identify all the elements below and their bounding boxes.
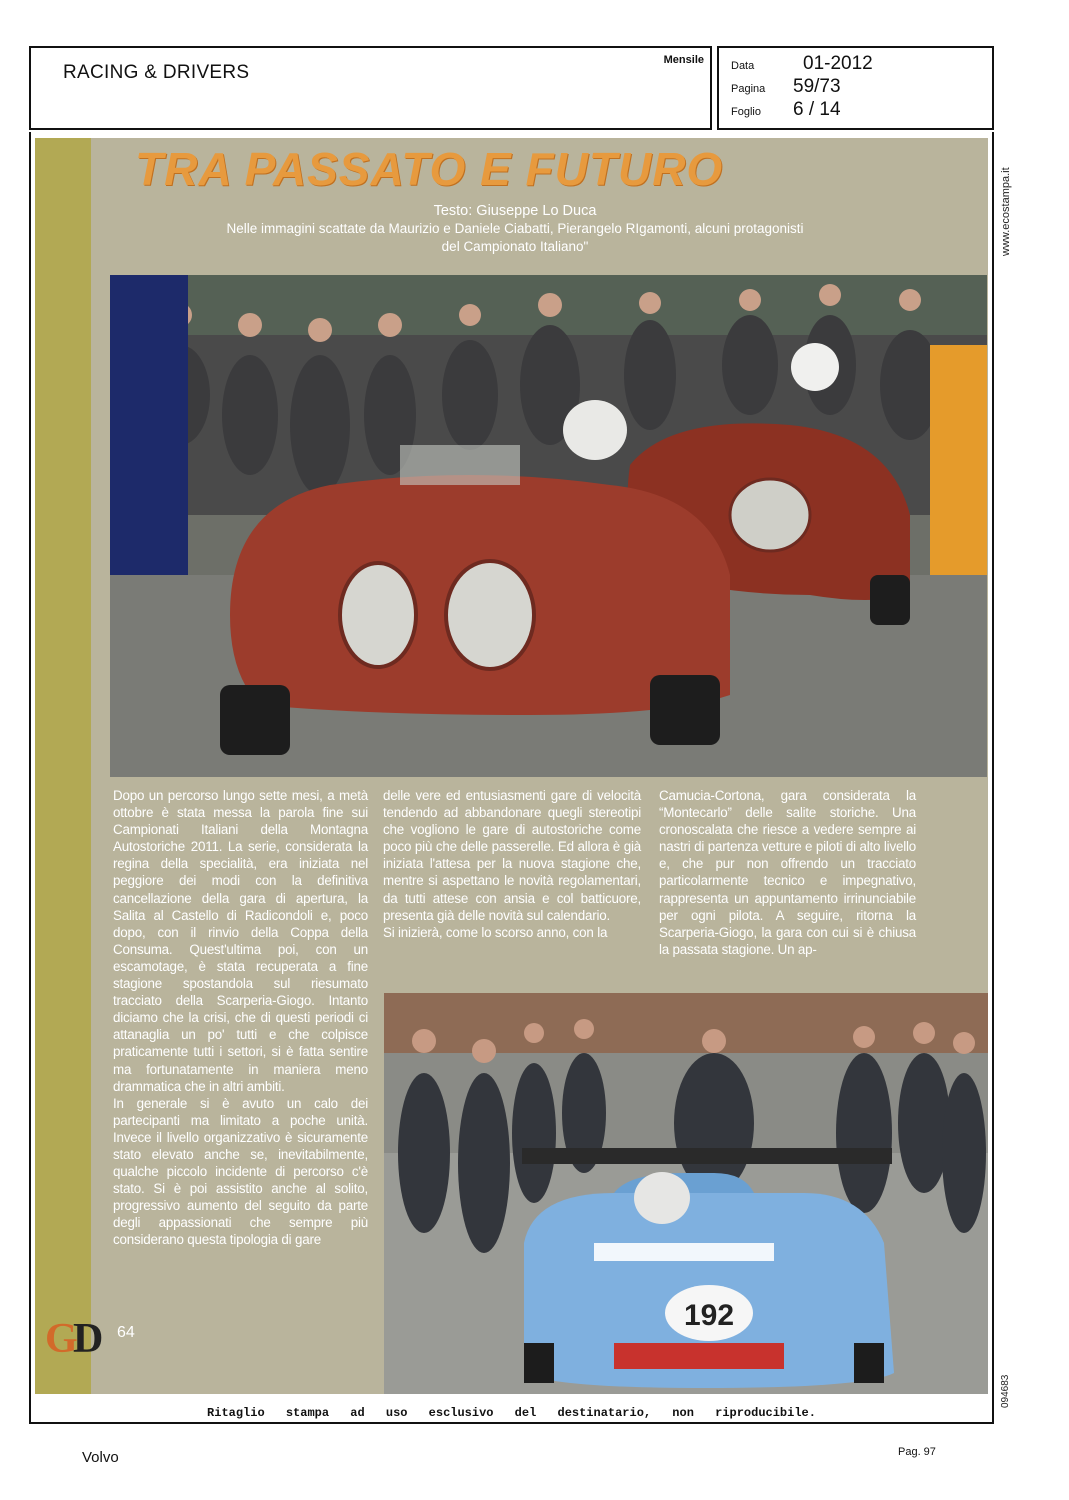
article-credits xyxy=(195,202,835,256)
column-2-paragraph-2: Si inizierà, come lo scorso anno, con la xyxy=(383,924,608,940)
document-page-number: Pag. 97 xyxy=(898,1446,936,1458)
side-url-text: www.ecostampa.it xyxy=(1000,167,1012,256)
photo-blue-prototype-car xyxy=(384,993,988,1394)
page-label: Pagina xyxy=(731,83,766,95)
magazine-logo xyxy=(45,1315,125,1361)
page-row xyxy=(731,76,841,98)
article-column-1 xyxy=(113,787,368,1249)
logo-letter-g: G xyxy=(45,1316,78,1362)
magazine-page xyxy=(35,138,988,1394)
date-row xyxy=(731,53,873,75)
photo-vintage-race-cars xyxy=(110,275,987,777)
page-value: 59/73 xyxy=(793,76,841,97)
magazine-page-number: 64 xyxy=(117,1324,135,1341)
clipping-footer-note: Ritaglio stampa ad uso esclusivo del destinatario, non riproducibile. xyxy=(207,1406,816,1420)
page-side-stripe xyxy=(35,138,91,1394)
photo-credits-line-2: del Campionato Italiano" xyxy=(441,239,589,254)
sheet-label: Foglio xyxy=(731,106,761,118)
article-author: Testo: Giuseppe Lo Duca xyxy=(433,203,597,219)
frequency-label: Mensile xyxy=(663,54,704,66)
header-publication-box xyxy=(29,46,712,130)
sheet-row xyxy=(731,99,841,121)
column-1-paragraph-2: In generale si è avuto un calo dei partecipanti ma limitato a poche unità. Invece il livello organizzativo è sicuramente stato elevato anche se, inevitabilmente, qualche piccolo incidente di percorso c'è stato. Si è poi assistito anche al solito, progressivo aumento del seguito da parte degli appassionati che sempre più considerano questa tipologia di gare xyxy=(113,1095,368,1248)
column-2-paragraph-1: delle vere ed entusiasmenti gare di velocità tendendo ad abbandonare quegli stereotipi che vogliono le gare di autostoriche come poco più che delle passerelle. Ed allora è già iniziata l'attesa per la nuova stagione che, mentre si aspettano le novità regolamentari, da tutti attese con ansia e col batticuore, presenta già delle novità sul calendario. xyxy=(383,788,641,923)
article-column-2 xyxy=(383,787,641,941)
client-name: Volvo xyxy=(82,1449,119,1466)
side-code-text: 094683 xyxy=(1000,1374,1011,1408)
column-3-paragraph-1: Camucia-Cortona, gara considerata la “Montecarlo” delle salite storiche. Una cronoscalata che riesce a vedere sempre ai nastri di partenza vetture e piloti di alto livello e, che pur non offrendo un tracciato particolarmente tecnico e impegnativo, rappresenta un appuntamento irrinunciabile per ogni pilota. A seguire, ritorna la Scarperia-Giogo, la gara con cui si è chiusa la passata stagione. Un ap- xyxy=(659,788,916,957)
publication-name: RACING & DRIVERS xyxy=(63,62,250,83)
article-column-3 xyxy=(659,787,916,958)
sheet-value: 6 / 14 xyxy=(793,99,841,120)
header-meta-box xyxy=(717,46,994,130)
blue-car-illustration xyxy=(384,993,988,1394)
article-title: TRA PASSATO E FUTURO xyxy=(135,143,724,195)
photo-credits-line-1: Nelle immagini scattate da Maurizio e Daniele Ciabatti, Pierangelo RIgamonti, alcuni protagonisti xyxy=(226,221,804,236)
date-value: 01-2012 xyxy=(803,53,873,74)
logo-letter-d: D xyxy=(73,1316,104,1362)
side-url xyxy=(1000,146,1014,256)
column-1-paragraph-1: Dopo un percorso lungo sette mesi, a metà ottobre è stata messa la parola fine sui Campionati Italiani della Montagna Autostoriche 2011. La serie, considerata la regina della specialità, era iniziata nel peggiore dei modi con la definitiva cancellazione della gara di apertura, la Salita al Castello di Radicondoli e, poco dopo, con il rinvio della Coppa della Consuma. Quest'ultima poi, con un escamotage, è stata recuperata a fine stagione spostandola sul riesumato tracciato della Scarperia-Giogo. Intanto diciamo che la crisi, che di questi periodi ci attanaglia un po' tutti e che colpisce praticamente tutti i settori, si è fatta sentire ma fortunatamente in maniera meno drammatica che in altri ambiti. xyxy=(113,788,368,1094)
side-code xyxy=(1000,1370,1014,1410)
vintage-cars-illustration xyxy=(110,275,987,777)
car-number-text: 192 xyxy=(683,1299,735,1332)
date-label: Data xyxy=(731,60,755,72)
